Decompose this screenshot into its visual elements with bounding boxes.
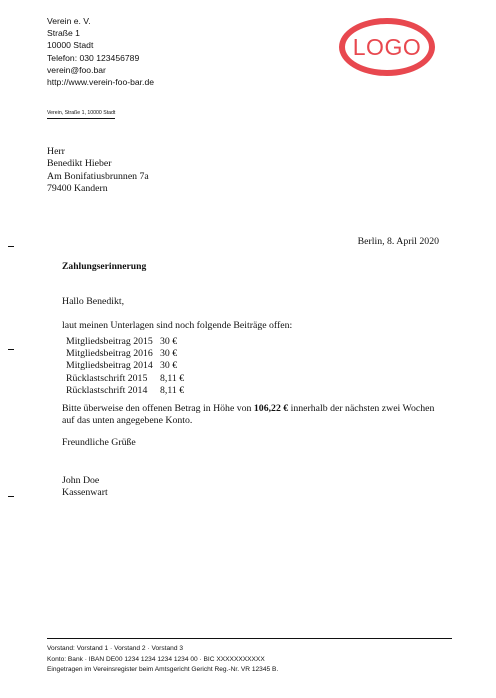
- greeting: Hallo Benedikt,: [62, 296, 125, 307]
- footer-register: Eingetragen im Vereinsregister beim Amtsgericht Gericht Reg.-Nr. VR 12345 B.: [47, 666, 279, 673]
- item-amount: 8,11 €: [160, 372, 185, 384]
- fold-mark-top: [8, 246, 14, 247]
- recipient-salutation: Herr: [47, 146, 65, 157]
- letter-subject: Zahlungserinnerung: [62, 261, 147, 272]
- sender-email: verein@foo.bar: [47, 64, 106, 75]
- table-row: [66, 336, 184, 348]
- recipient-block: [47, 146, 149, 195]
- item-amount: 30 €: [160, 336, 178, 347]
- sender-city: 10000 Stadt: [47, 40, 94, 51]
- footer: [47, 644, 278, 676]
- table-row: [66, 373, 184, 385]
- item-label: Mitgliedsbeitrag 2016: [66, 348, 153, 360]
- table-row: [66, 385, 184, 397]
- body-text-after: innerhalb der nächsten zwei Wochen auf das unten angegebene Konto.: [62, 403, 435, 427]
- payment-request-paragraph: [62, 403, 442, 428]
- sender-phone: Telefon: 030 123456789: [47, 52, 140, 63]
- recipient-city: 79400 Kandern: [47, 182, 108, 194]
- recipient-name: Benedikt Hieber: [47, 158, 112, 170]
- table-row: [66, 360, 184, 372]
- intro-text: laut meinen Unterlagen sind noch folgende Beiträge offen:: [62, 320, 293, 331]
- open-items-table: [66, 336, 184, 397]
- closing: Freundliche Grüße: [62, 437, 136, 448]
- logo-text: LOGO: [352, 33, 422, 60]
- footer-board: Vorstand: Vorstand 1 · Vorstand 2 · Vorstand 3: [47, 645, 183, 652]
- return-address: Verein, Straße 1, 10000 Stadt: [47, 110, 115, 119]
- item-label: Mitgliedsbeitrag 2015: [66, 336, 153, 347]
- table-row: [66, 348, 184, 360]
- item-amount: 8,11 €: [160, 384, 185, 396]
- letter-date: Berlin, 8. April 2020: [357, 236, 439, 247]
- item-label: Rücklastschrift 2015: [66, 372, 148, 384]
- punch-mark: [8, 349, 14, 350]
- sender-street: Straße 1: [47, 28, 80, 39]
- item-label: Mitgliedsbeitrag 2014: [66, 360, 153, 372]
- recipient-street: Am Bonifatiusbrunnen 7a: [47, 170, 149, 182]
- footer-divider: [47, 638, 452, 639]
- fold-mark-bottom: [8, 496, 14, 497]
- signature-name: John Doe: [62, 475, 100, 486]
- sender-name: Verein e. V.: [47, 16, 91, 26]
- footer-bank: Konto: Bank · IBAN DE00 1234 1234 1234 1234 00 · BIC XXXXXXXXXXX: [47, 655, 265, 663]
- item-amount: 30 €: [160, 348, 178, 360]
- sender-block: [47, 15, 154, 88]
- sender-website: http://www.verein-foo-bar.de: [47, 77, 154, 88]
- item-label: Rücklastschrift 2014: [66, 384, 148, 396]
- signature-role: Kassenwart: [62, 487, 108, 499]
- total-amount: 106,22 €: [253, 403, 289, 414]
- signature-block: [62, 475, 108, 499]
- body-text-before: Bitte überweise den offenen Betrag in Höhe von: [62, 403, 254, 414]
- item-amount: 30 €: [160, 360, 178, 372]
- logo: [339, 18, 435, 76]
